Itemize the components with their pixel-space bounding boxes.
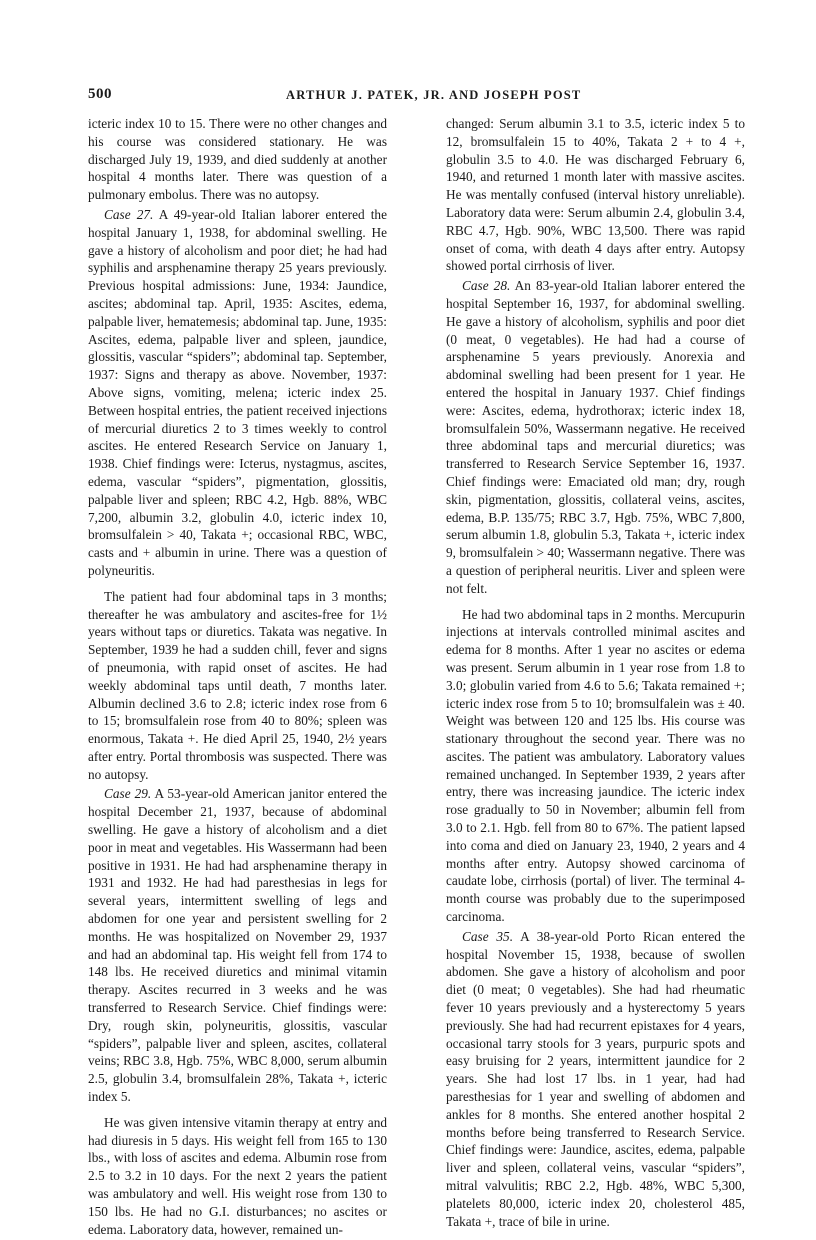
paragraph-case-29-course (88, 1114, 387, 1239)
paragraph-case-28 (446, 277, 745, 597)
paragraph-text: He was given intensive vitamin therapy at entry and had diuresis in 5 days. His weight fell from 165 to 130 lbs., with loss of ascites and edema. Albumin rose from 2.5 to 3.2 in 10 days. For the next 2 years the patient was ambulatory and well. His weight rose from 130 to 150 lbs. He had no G.I. disturbances; no ascites or edema. Laboratory data, however, remained un- (88, 1114, 387, 1237)
paragraph-text: A 38-year-old Porto Rican entered the hospital November 15, 1938, because of swollen abdomen. She gave a history of alcoholism and poor diet (0 meat; 0 vegetables). She had had rheumatic fever 10 years previously and a hysterectomy 5 years previously. She had had recurrent epistaxes for 4 years, occasional tarry stools for 3 years, purpuric spots and easy bruising for 2 years, intermittent jaundice for 2 years. She had lost 17 lbs. in 1 year, had had paresthesias for 1 year and swelling of abdomen and ankles for 8 months. She entered another hospital 2 months before being transferred to Research Service. Chief findings were: Jaundice, ascites, edema, palpable liver and spleen, collateral veins, vascular “spiders”, mitral valvulitis; RBC 2.2, Hgb. 48%, WBC 5,300, platelets 80,000, icteric index 20, cholesterol 485, Takata +, trace of bile in urine. (446, 928, 745, 1229)
paragraph-text: An 83-year-old Italian laborer entered the hospital September 16, 1937, for abdominal swelling. He gave a history of alcoholism, syphilis and poor diet (0 meat, 0 vegetables). He had had a course of arsphenamine 5 years previously. Anorexia and abdominal swelling had been present for 1 year. He entered the hospital in January 1937. Chief findings were: Ascites, edema, hydrothorax; icteric index 18, bromsulfalein 50%, Wassermann negative. He received three abdominal taps and mercurial diuretics; was transferred to Research Service September 16, 1937. Chief findings were: Emaciated old man; dry, rough skin, pigmentation, glossitis, collateral veins, ascites, edema, B.P. 135/75; RBC 3.7, Hgb. 75%, WBC 7,800, serum albumin 1.8, globulin 5.3, Takata +, icteric index 9, bromsulfalein > 40; Wassermann negative. There was a question of peripheral neuritis. Liver and spleen were not felt. (446, 278, 745, 596)
paragraph-text: A 53-year-old American janitor entered the hospital December 21, 1937, because of abdominal swelling. He gave a history of alcoholism and a diet poor in meat and vegetables. His Wassermann had been positive in 1931. He had had arsphenamine therapy in 1931 and 1932. He had had paresthesias in legs for several years, intermittent swelling of legs and abdomen for one year and persistent swelling for 2 months. He was hospitalized on November 29, 1937 and had an abdominal tap. His weight fell from 174 to 148 lbs. He received diuretics and minimal vitamin therapy. Ascites recurred in 3 weeks and he was transferred to Research Service. Chief findings were: Dry, rough skin, polyneuritis, glossitis, vascular “spiders”, palpable liver and spleen, ascites, collateral veins; RBC 3.8, Hgb. 75%, WBC 8,000, serum albumin 2.5, globulin 3.4, bromsulfalein 28%, Takata +, icteric index 5. (88, 786, 387, 1105)
running-head: ARTHUR J. PATEK, JR. AND JOSEPH POST (286, 88, 582, 102)
paragraph-case-27 (88, 206, 387, 580)
case-label: Case 29. (104, 786, 152, 802)
paragraph-case-27-course (88, 588, 387, 784)
paragraph-text: changed: Serum albumin 3.1 to 3.5, icteric index 5 to 12, bromsulfalein 15 to 40%, Takata 2 + to 4 +, globulin 3.5 to 4.0. He was discharged February 6, 1940, and returned 1 month later with massive ascites. He was mentally confused (interval history unreliable). Laboratory data were: Serum albumin 2.4, globulin 3.4, RBC 4.7, Hgb. 90%, WBC 13,500. There was rapid onset of coma, with death 4 days after entry. Autopsy showed portal cirrhosis of liver. (446, 116, 745, 274)
case-label: Case 35. (462, 928, 514, 944)
paragraph-case-29 (88, 785, 387, 1105)
paragraph-text: He had two abdominal taps in 2 months. Mercupurin injections at intervals controlled minimal ascites and edema for 8 months. After 1 year no ascites or edema was present. Serum albumin in 1 year rose from 1.8 to 3.0; globulin varied from 4.6 to 5.6; Takata remained +; icteric index rose from 5 to 10; bromsulfalein was ± 40. Weight was between 120 and 125 lbs. His course was stationary throughout the second year. There was no ascites. The patient was ambulatory. Laboratory values remained unchanged. In September 1939, 2 years after entry, there was increasing jaundice. The icteric index rose gradually to 50 in November; albumin fell from 3.0 to 2.1. Hgb. fell from 80 to 67%. The patient lapsed into coma and died on January 23, 1940, 2 years and 4 months after entry. Autopsy showed carcinoma of caudate lobe, cirrhosis (portal) of liver. The terminal 4-month course was probably due to the superimposed carcinoma. (446, 606, 745, 925)
page-number: 500 (88, 86, 112, 102)
paragraph-case-28-course (446, 606, 745, 926)
right-column (446, 115, 745, 1232)
paragraph-case-35 (446, 928, 745, 1231)
page-header (88, 86, 742, 108)
case-label: Case 27. (104, 206, 154, 222)
case-label: Case 28. (462, 278, 511, 294)
paragraph-case26-continuation (88, 115, 387, 204)
left-column (88, 115, 387, 1240)
paragraph-case29-continuation (446, 115, 745, 275)
paragraph-text: The patient had four abdominal taps in 3 months; thereafter he was ambulatory and ascites-free for 1½ years without taps or diuretics. Takata was negative. In September, 1939 he had a sudden chill, fever and signs of pneumonia, with rapid onset of ascites. He had weekly abdominal taps until death, 7 months later. Albumin declined 3.6 to 2.8; icteric index rose from 6 to 15; bromsulfalein rose from 40 to 80%; spleen was enormous, Takata +. He died April 25, 1940, 2½ years after entry. Portal thrombosis was suspected. There was no autopsy. (88, 588, 387, 782)
paragraph-text: A 49-year-old Italian laborer entered the hospital January 1, 1938, for abdominal swelling. He gave a history of alcoholism and poor diet; he had had syphilis and arsphenamine therapy 25 years previously. Previous hospital admissions: June, 1934: Jaundice, ascites; abdominal tap. April, 1935: Ascites, edema, palpable liver, hematemesis; abdominal tap. June, 1935: Ascites, edema, palpable liver and spleen, jaundice, glossitis, vascular “spiders”; abdominal tap. September, 1937: Signs and therapy as above. November, 1937: Above signs, vomiting, melena; icteric index 25. Between hospital entries, the patient received injections of mercurial diuretics 2 to 3 times weekly to control ascites. He entered Research Service on January 1, 1938. Chief findings were: Icterus, nystagmus, ascites, edema, vascular “spiders”, pigmentation, glossitis, palpable liver and spleen; RBC 4.2, Hgb. 88%, WBC 7,200, albumin 3.2, globulin 4.0, icteric index 10, bromsulfalein > 40, Takata +; occasional RBC, WBC, casts and + albumin in urine. There was a question of polyneuritis. (88, 206, 387, 578)
paragraph-text: icteric index 10 to 15. There were no other changes and his course was considered stationary. He was discharged July 19, 1939, and died suddenly at another hospital 4 months later. There was question of a pulmonary embolus. There was no autopsy. (88, 116, 387, 203)
